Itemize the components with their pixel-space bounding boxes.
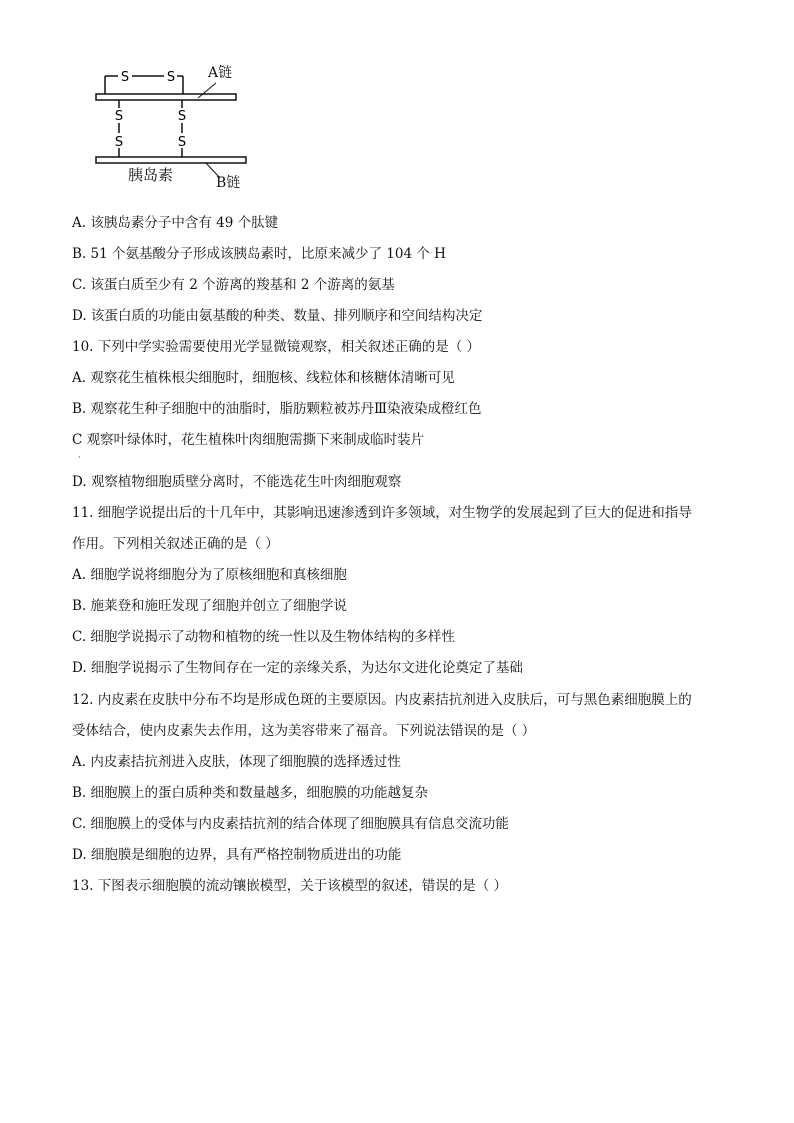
s-label: S — [120, 70, 130, 85]
s-label: S — [114, 135, 124, 150]
b-chain-bar — [96, 157, 246, 163]
b-chain-label: B链 — [216, 175, 241, 191]
a-chain-bar — [96, 94, 236, 100]
s-label: S — [166, 70, 176, 85]
q11-stem-line2: 作用。下列相关叙述正确的是（ ） — [72, 536, 279, 552]
q11-option-d: D. 细胞学说揭示了生物间存在一定的亲缘关系，为达尔文进化论奠定了基础 — [72, 660, 523, 676]
q10-stem: 10. 下列中学实验需要使用光学显微镜观察，相关叙述正确的是（ ） — [72, 339, 481, 355]
q12-option-a: A. 内皮素拮抗剂进入皮肤，体现了细胞膜的选择透过性 — [72, 754, 401, 770]
s-label: S — [177, 135, 187, 150]
insulin-label: 胰岛素 — [128, 166, 174, 184]
q11-option-c: C. 细胞学说揭示了动物和植物的统一性以及生物体结构的多样性 — [72, 629, 455, 645]
q12-option-d: D. 细胞膜是细胞的边界，具有严格控制物质进出的功能 — [72, 847, 402, 863]
q9-option-a: A. 该胰岛素分子中含有 49 个肽键 — [72, 215, 279, 231]
q10-option-d: D. 观察植物细胞质壁分离时，不能选花生叶肉细胞观察 — [72, 474, 402, 490]
q11-option-a: A. 细胞学说将细胞分为了原核细胞和真核细胞 — [72, 567, 347, 583]
q10-option-c: C 观察叶绿体时，花生植株叶肉细胞需撕下来制成临时装片 — [72, 432, 425, 448]
q12-stem-line1: 12. 内皮素在皮肤中分布不均是形成色斑的主要原因。内皮素拮抗剂进入皮肤后，可与黑色素细胞膜上的 — [72, 692, 692, 708]
q11-option-b: B. 施莱登和施旺发现了细胞并创立了细胞学说 — [72, 598, 348, 614]
q9-option-d: D. 该蛋白质的功能由氨基酸的种类、数量、排列顺序和空间结构决定 — [72, 308, 483, 324]
q11-stem-line1: 11. 细胞学说提出后的十几年中，其影响迅速渗透到许多领域，对生物学的发展起到了巨大的促进和指导 — [72, 505, 692, 521]
q10-option-a: A. 观察花生植株根尖细胞时，细胞核、线粒体和核糖体清晰可见 — [72, 370, 455, 386]
stray-dot: · — [78, 453, 81, 462]
q9-option-b: B. 51 个氨基酸分子形成该胰岛素时，比原来减少了 104 个 H — [72, 246, 446, 262]
insulin-diagram — [88, 58, 278, 198]
q13-stem: 13. 下图表示细胞膜的流动镶嵌模型，关于该模型的叙述，错误的是（ ） — [72, 878, 508, 894]
q12-option-b: B. 细胞膜上的蛋白质种类和数量越多，细胞膜的功能越复杂 — [72, 785, 429, 801]
q12-stem-line2: 受体结合，使内皮素失去作用，这为美容带来了福音。下列说法错误的是（ ） — [72, 723, 536, 739]
a-chain-label: A链 — [208, 65, 233, 81]
insulin-figure — [88, 58, 278, 198]
s-label: S — [114, 109, 124, 124]
q12-option-c: C. 细胞膜上的受体与内皮素拮抗剂的结合体现了细胞膜具有信息交流功能 — [72, 816, 509, 832]
q9-option-c: C. 该蛋白质至少有 2 个游离的羧基和 2 个游离的氨基 — [72, 277, 395, 293]
s-label: S — [177, 109, 187, 124]
q10-option-b: B. 观察花生种子细胞中的油脂时，脂肪颗粒被苏丹Ⅲ染液染成橙红色 — [72, 401, 482, 417]
